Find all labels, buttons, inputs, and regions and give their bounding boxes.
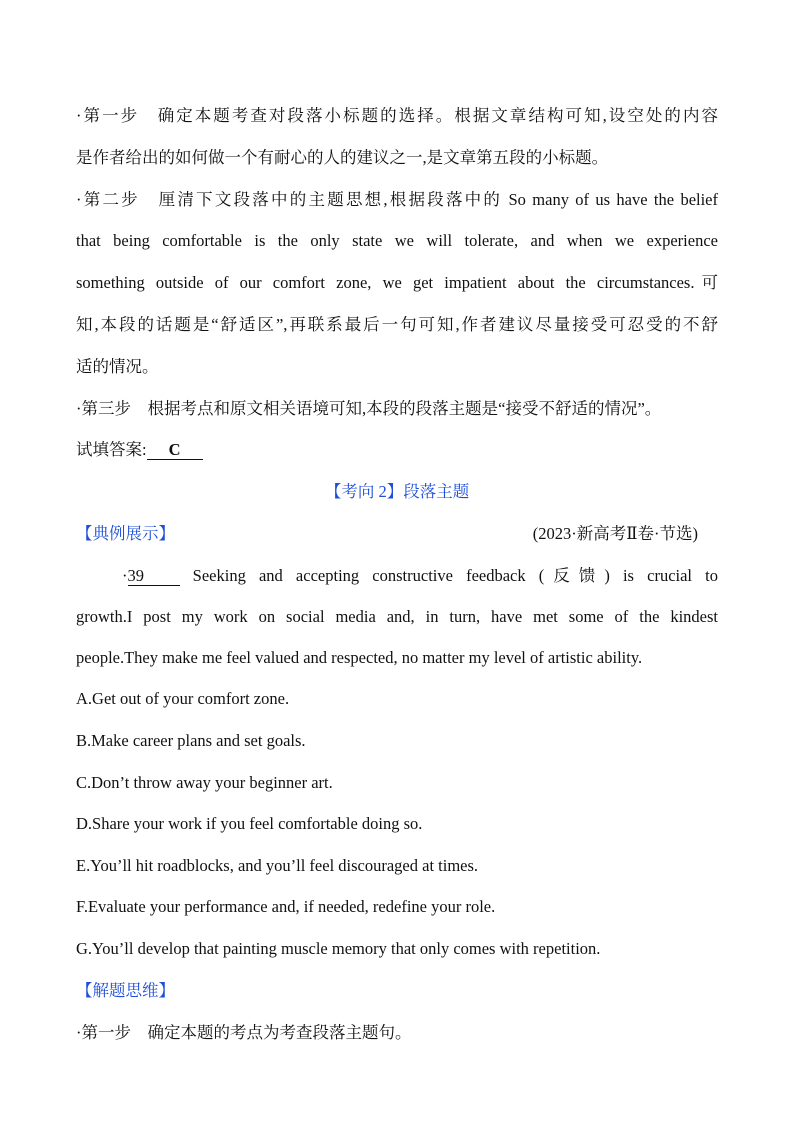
answer-label: 试填答案: <box>76 440 147 459</box>
example-label: 【典例展示】 <box>76 524 175 543</box>
example-source: (2023·新高考Ⅱ卷·节选) <box>532 524 698 543</box>
answer-line <box>76 440 718 460</box>
analysis-line: 知,本段的话题是“舒适区”,再联系最后一句可知,作者建议尽量接受可忍受的不舒 <box>76 315 718 334</box>
step-one-line: ·第一步 确定本题考查对段落小标题的选择。根据文章结构可知,设空处的内容 <box>76 106 718 125</box>
option-d: D.Share your work if you feel comfortable doing so. <box>76 814 423 833</box>
passage-line-1 <box>122 566 718 586</box>
option-a: A.Get out of your comfort zone. <box>76 689 290 708</box>
passage-text-1: Seeking and accepting constructive feedback (反馈) is crucial to <box>192 566 718 585</box>
passage-line-2: growth.I post my work on social media and, in turn, have met some of the kindest <box>76 607 718 626</box>
option-c: C.Don’t throw away your beginner art. <box>76 773 333 792</box>
option-b: B.Make career plans and set goals. <box>76 731 306 750</box>
section-title: 【考向 2】段落主题 <box>324 482 470 501</box>
step-two-line: ·第二步 厘清下文段落中的主题思想,根据段落中的 So many of us have the belief <box>76 190 718 209</box>
question-blank-39: 39 <box>128 567 180 586</box>
answer-blank: C <box>147 441 203 460</box>
quote-line-1: that being comfortable is the only state we will tolerate, and when we experience <box>76 231 718 250</box>
option-g: G.You’ll develop that painting muscle memory that only comes with repetition. <box>76 939 601 958</box>
passage-prefix: · <box>122 566 128 585</box>
step-one-line-2: 是作者给出的如何做一个有耐心的人的建议之一,是文章第五段的小标题。 <box>76 148 609 167</box>
option-f: F.Evaluate your performance and, if needed, redefine your role. <box>76 897 496 916</box>
analysis-line-end: 适的情况。 <box>76 357 159 376</box>
step-three-line: ·第三步 根据考点和原文相关语境可知,本段的段落主题是“接受不舒适的情况”。 <box>76 399 662 418</box>
passage-line-3: people.They make me feel valued and respected, no matter my level of artistic ability. <box>76 648 643 667</box>
quote-line-2: something outside of our comfort zone, we get impatient about the circumstances.可 <box>76 273 718 292</box>
solution-step-one: ·第一步 确定本题的考点为考查段落主题句。 <box>76 1023 412 1042</box>
option-e: E.You’ll hit roadblocks, and you’ll feel discouraged at times. <box>76 856 479 875</box>
solution-label: 【解题思维】 <box>76 981 175 1000</box>
